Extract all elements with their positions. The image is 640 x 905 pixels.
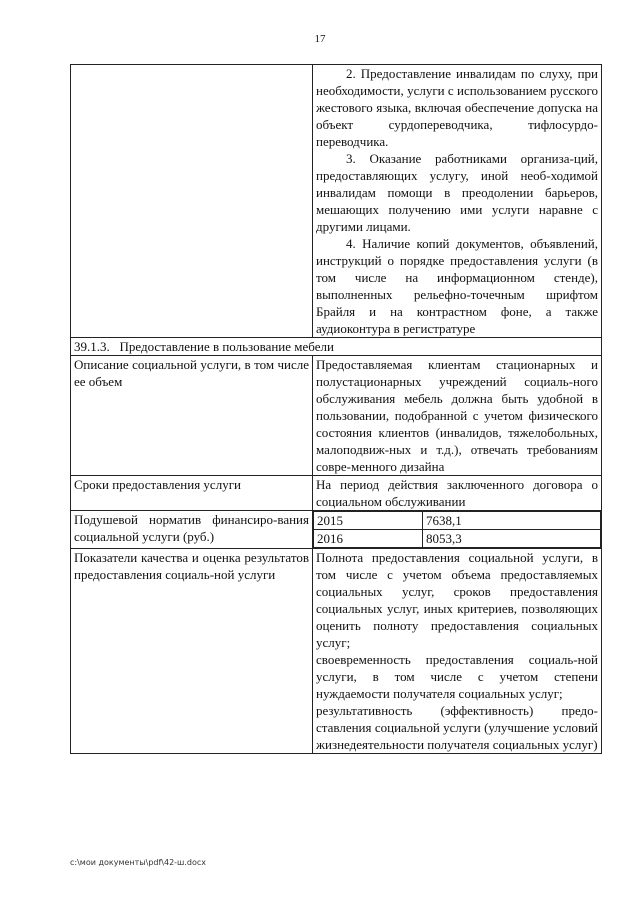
financing-value	[313, 511, 602, 549]
terms-value: На период действия заключенного договора о социальном обслуживании	[313, 476, 602, 511]
description-row	[71, 356, 602, 476]
section-heading-row	[71, 338, 602, 356]
accessibility-paragraph: 3. Оказание работниками организа-ций, предоставляющих услугу, иной необ-ходимой инвалидам помощи в преодолении барьеров, мешающих получению ими услуги наравне с другими лицами.	[316, 151, 598, 234]
continuation-row	[71, 65, 602, 338]
quality-paragraph: своевременность предоставления социаль-ной услуги, в том числе с учетом степени нуждаемости получателя социальных услуг;	[316, 652, 598, 701]
financing-year-row	[314, 512, 601, 530]
continuation-right-cell	[313, 65, 602, 338]
financing-year: 2015	[314, 512, 423, 530]
financing-year: 2016	[314, 530, 423, 548]
accessibility-paragraph: 2. Предоставление инвалидам по слуху, при необходимости, услуги с использованием русского жестового языка, включая обеспечение допуска на объект сурдопереводчика, тифлосурдо-переводчика.	[316, 66, 598, 149]
financing-year-row	[314, 530, 601, 548]
financing-table	[313, 511, 601, 548]
quality-row	[71, 549, 602, 754]
quality-value	[313, 549, 602, 754]
section-heading: 39.1.3. Предоставление в пользование мебели	[71, 338, 602, 356]
page-number: 17	[314, 33, 326, 45]
file-path-footer: c:\мои документы\pdf\42-ш.docx	[70, 858, 207, 867]
description-label: Описание социальной услуги, в том числе ее объем	[71, 356, 313, 476]
quality-paragraph: результативность (эффективность) предо-ставления социальной услуги (улучшение условий жизнедеятельности получателя социальных услуг)	[316, 703, 598, 752]
quality-label: Показатели качества и оценка результатов предоставления социаль-ной услуги	[71, 549, 313, 754]
financing-amount: 7638,1	[423, 512, 601, 530]
continuation-left-cell	[71, 65, 313, 338]
financing-label: Подушевой норматив финансиро-вания социальной услуги (руб.)	[71, 511, 313, 549]
financing-row	[71, 511, 602, 549]
service-table	[70, 64, 602, 754]
accessibility-paragraph: 4. Наличие копий документов, объявлений, инструкций о порядке предоставления услуги (в том числе на информационном стенде), выполненных рельефно-точечным шрифтом Брайля и на контрастном фоне, а также аудиоконтура в регистратуре	[316, 236, 598, 336]
terms-label: Сроки предоставления услуги	[71, 476, 313, 511]
financing-amount: 8053,3	[423, 530, 601, 548]
description-value: Предоставляемая клиентам стационарных и полустационарных учреждений социаль-ного обслуживания мебель должна быть удобной в пользовании, подобранной с учетом физического состояния клиентов (инвалидов, тяжелобольных, малоподвиж-ных и т.д.), отвечать требованиям совре-менного дизайна	[313, 356, 602, 476]
terms-row	[71, 476, 602, 511]
quality-paragraph: Полнота предоставления социальной услуги, в том числе с учетом объема предоставляемых социальных услуг, сроков предоставления социальных услуг, иных критериев, позволяющих оценить полноту предоставления социальных услуг;	[316, 550, 598, 650]
